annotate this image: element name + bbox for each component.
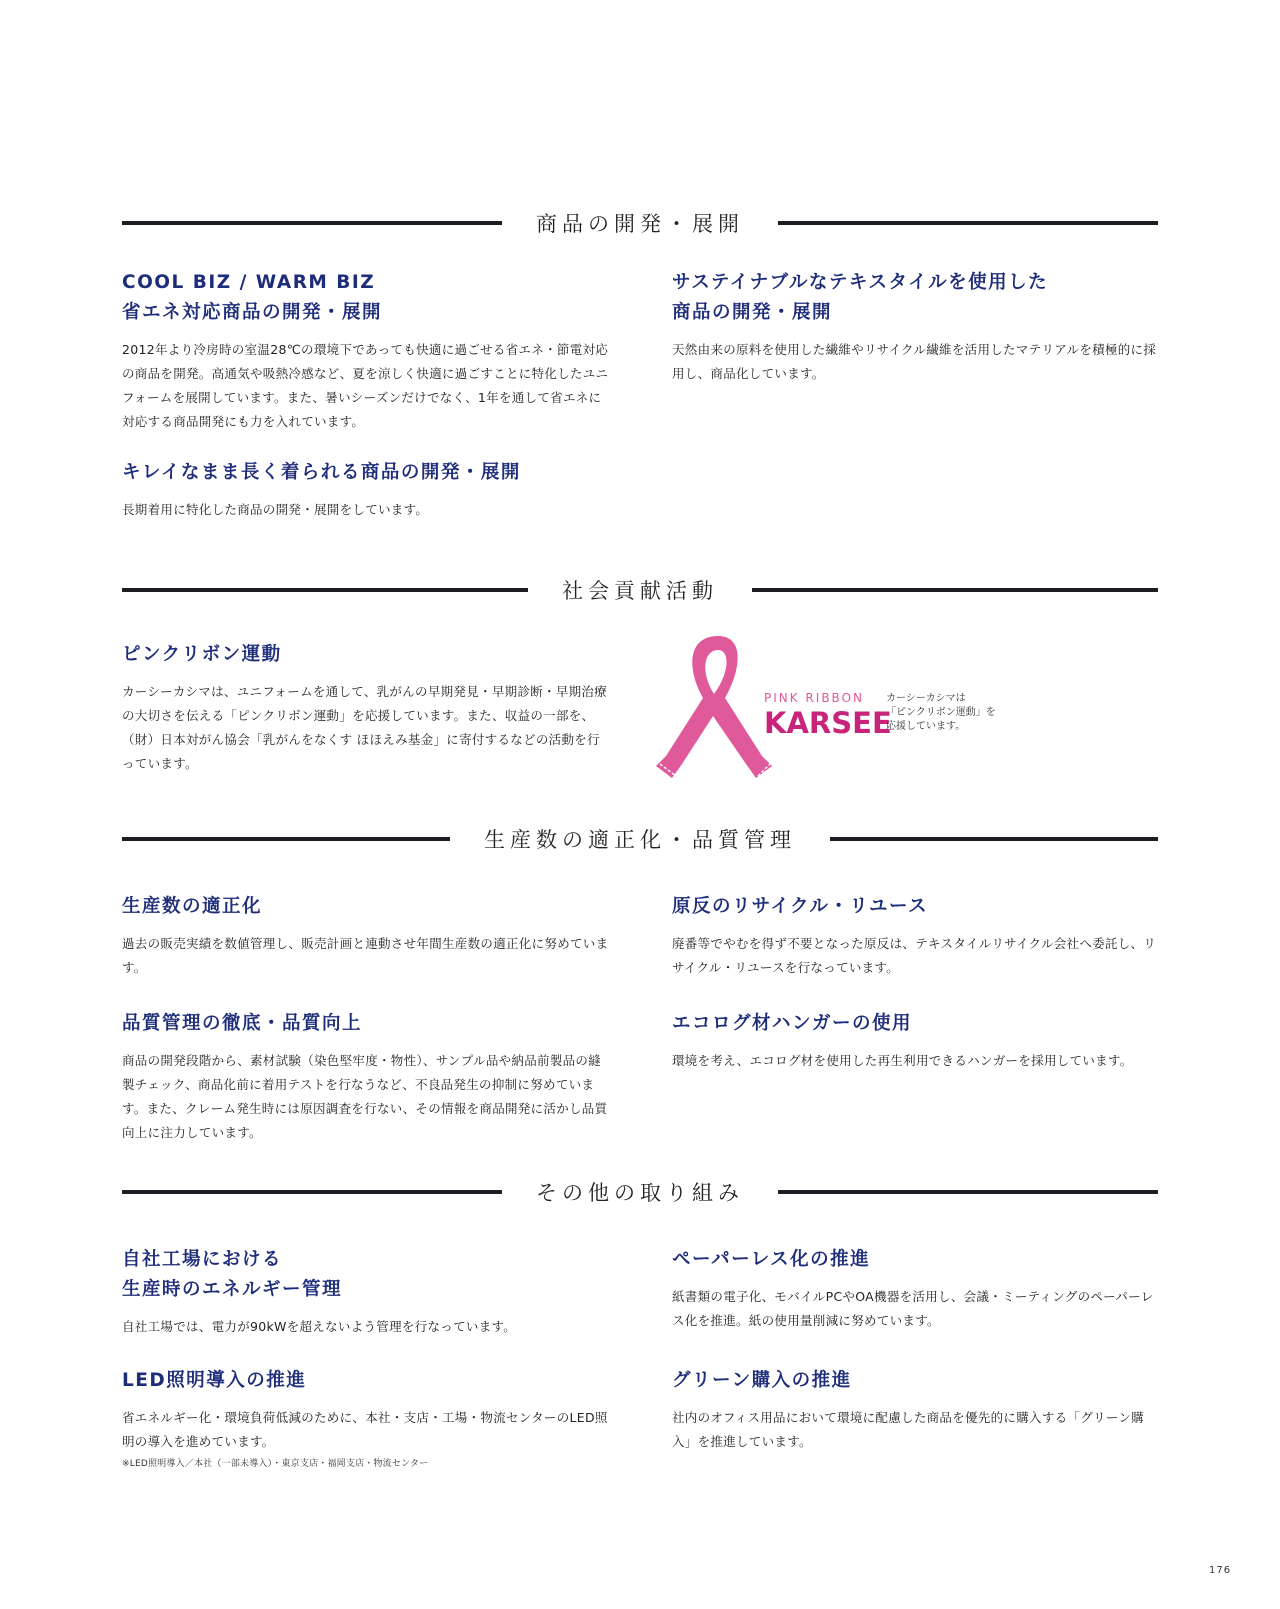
longwear-heading: キレイなまま長く着られる商品の開発・展開	[122, 462, 521, 483]
divider-line	[122, 588, 528, 592]
green-heading: グリーン購入の推進	[672, 1370, 852, 1391]
divider-line	[830, 837, 1158, 841]
paperless-heading: ペーパーレス化の推進	[672, 1249, 871, 1270]
pinkribbon-body: カーシーカシマは、ユニフォームを通して、乳がんの早期発見・早期診断・早期治療の大切さを伝える「ピンクリボン運動」を応援しています。また、収益の一部を、（財）日本対がん協会「乳がんをなくす ほほえみ基金」に寄付するなどの活動を行っています。	[122, 684, 608, 771]
hanger-heading: エコログ材ハンガーの使用	[672, 1013, 913, 1034]
pink-ribbon-icon	[648, 628, 778, 788]
hanger-block	[672, 1009, 1162, 1073]
quality-block	[122, 1009, 612, 1145]
section-title: 生産数の適正化・品質管理	[484, 828, 796, 852]
sustainable-block	[672, 268, 1162, 386]
divider-line	[122, 221, 502, 225]
green-body: 社内のオフィス用品において環境に配慮した商品を優先的に購入する「グリーン購入」を推進しています。	[672, 1410, 1144, 1449]
ribbon-note-line: 応援しています。	[886, 721, 966, 732]
factory-block	[122, 1245, 612, 1339]
section-header-product	[122, 203, 1158, 243]
heading-line: 省エネ対応商品の開発・展開	[122, 302, 383, 323]
karsee-brand-logo: KARSEE	[764, 706, 892, 740]
divider-line	[778, 221, 1158, 225]
led-body: 省エネルギー化・環境負荷低減のために、本社・支店・工場・物流センターのLED照明の導入を進めています。	[122, 1410, 608, 1449]
ribbon-shape	[656, 636, 772, 778]
ribbon-note-line: カーシーカシマは	[886, 693, 966, 704]
section-title: その他の取り組み	[536, 1181, 744, 1205]
divider-line	[752, 588, 1158, 592]
divider-line	[778, 1190, 1158, 1194]
led-block	[122, 1366, 612, 1469]
longwear-body: 長期着用に特化した商品の開発・展開をしています。	[122, 502, 429, 517]
paperless-block	[672, 1245, 1162, 1333]
optimize-block	[122, 892, 612, 980]
heading-line: サステイナブルなテキスタイルを使用した	[672, 272, 1049, 293]
divider-line	[122, 837, 450, 841]
green-block	[672, 1366, 1162, 1454]
section-title: 社会貢献活動	[562, 579, 718, 603]
recycle-body: 廃番等でやむを得ず不要となった原反は、テキスタイルリサイクル会社へ委託し、リサイクル・リユースを行なっています。	[672, 936, 1157, 975]
ribbon-note	[886, 692, 996, 734]
pinkribbon-block	[122, 640, 612, 776]
section-title: 商品の開発・展開	[536, 212, 744, 236]
coolbiz-block	[122, 268, 612, 434]
coolbiz-heading	[122, 268, 612, 328]
longwear-block	[122, 458, 612, 522]
page-number: 176	[1209, 1565, 1232, 1576]
recycle-heading: 原反のリサイクル・リユース	[672, 896, 929, 917]
section-header-social	[122, 570, 1158, 610]
sustainable-heading	[672, 268, 1162, 328]
factory-body: 自社工場では、電力が90kWを超えないよう管理を行なっています。	[122, 1319, 517, 1334]
coolbiz-body: 2012年より冷房時の室温28℃の環境下であっても快適に過ごせる省エネ・節電対応の商品を開発。高通気や吸熱冷感など、夏を涼しく快適に過ごすことに特化したユニフォームを展開しています。また、暑いシーズンだけでなく、1年を通して省エネに対応する商品開発にも力を入れています。	[122, 342, 609, 429]
quality-heading: 品質管理の徹底・品質向上	[122, 1013, 363, 1034]
factory-heading	[122, 1245, 612, 1305]
heading-line: 生産時のエネルギー管理	[122, 1279, 343, 1300]
paperless-body: 紙書類の電子化、モバイルPCやOA機器を活用し、会議・ミーティングのペーパーレス化を推進。紙の使用量削減に努めています。	[672, 1289, 1154, 1328]
section-header-other	[122, 1172, 1158, 1212]
optimize-body: 過去の販売実績を数値管理し、販売計画と連動させ年間生産数の適正化に努めています。	[122, 936, 609, 975]
quality-body: 商品の開発段階から、素材試験（染色堅牢度・物性）、サンプル品や納品前製品の縫製チェック、商品化前に着用テストを行なうなど、不良品発生の抑制に努めています。また、クレーム発生時には原因調査を行ない、その情報を商品開発に活かし品質向上に注力しています。	[122, 1053, 608, 1140]
heading-line: 商品の開発・展開	[672, 302, 833, 323]
pink-ribbon-label: PINK RIBBON	[764, 691, 864, 705]
divider-line	[122, 1190, 502, 1194]
heading-line: 自社工場における	[122, 1249, 283, 1270]
sustainable-body: 天然由来の原料を使用した繊維やリサイクル繊維を活用したマテリアルを積極的に採用し、商品化しています。	[672, 342, 1157, 381]
recycle-block	[672, 892, 1162, 980]
ribbon-note-line: 「ピンクリボン運動」を	[886, 707, 996, 718]
led-heading: LED照明導入の推進	[122, 1370, 307, 1391]
led-note: ※LED照明導入／本社（一部未導入）・東京支店・福岡支店・物流センター	[122, 1459, 429, 1469]
pinkribbon-heading: ピンクリボン運動	[122, 644, 282, 665]
heading-line: COOL BIZ / WARM BIZ	[122, 272, 376, 293]
optimize-heading: 生産数の適正化	[122, 896, 263, 917]
section-header-production	[122, 819, 1158, 859]
hanger-body: 環境を考え、エコログ材を使用した再生利用できるハンガーを採用しています。	[672, 1053, 1133, 1068]
